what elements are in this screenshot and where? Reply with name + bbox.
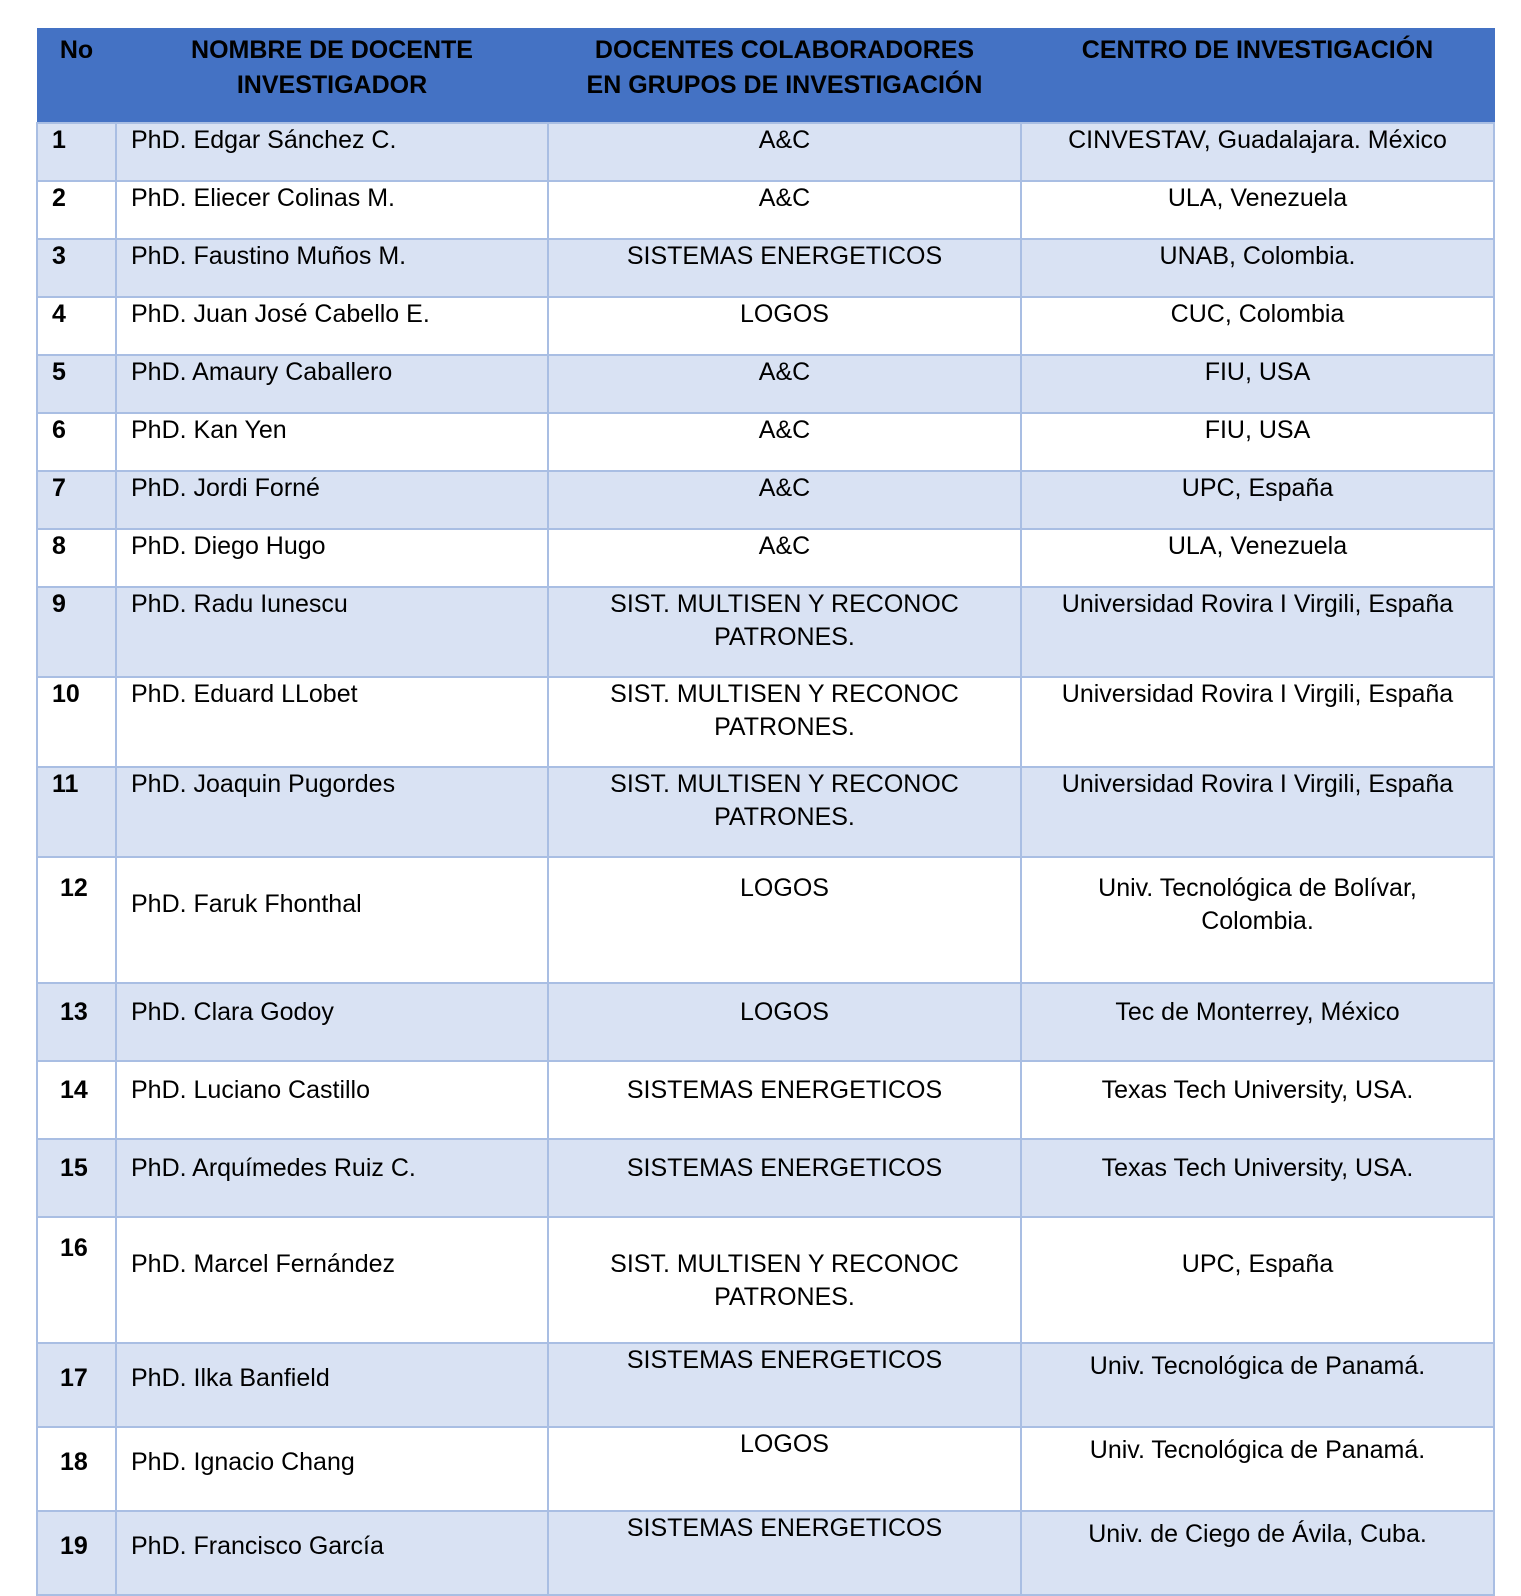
researcher-name (116, 355, 548, 413)
researcher-name (116, 1343, 548, 1427)
researcher-name-text: PhD. Diego Hugo (131, 532, 326, 560)
table-row (37, 413, 1494, 471)
row-number-text: 6 (52, 416, 66, 444)
research-group (548, 471, 1021, 529)
research-center-text: Univ. Tecnológica de Panamá. (1089, 1352, 1426, 1380)
row-number (37, 767, 116, 857)
research-group-text: SISTEMAS ENERGETICOS (626, 1346, 943, 1374)
research-center-text: UPC, España (1181, 1250, 1334, 1278)
researcher-name (116, 1139, 548, 1217)
table-row (37, 1217, 1494, 1343)
research-group-text: SIST. MULTISEN Y RECONOC (610, 1250, 959, 1278)
research-group-text: LOGOS (740, 1430, 829, 1458)
research-center-text: Univ. Tecnológica de Bolívar, (1098, 874, 1417, 902)
researcher-name-text: PhD. Juan José Cabello E. (131, 300, 430, 328)
research-center-text: UNAB, Colombia. (1159, 242, 1356, 270)
row-number-text: 3 (52, 242, 66, 270)
research-center-text: ULA, Venezuela (1167, 532, 1348, 560)
research-center (1021, 529, 1494, 587)
researcher-name (116, 471, 548, 529)
research-group-text: SIST. MULTISEN Y RECONOC (610, 590, 959, 618)
row-number (37, 1139, 116, 1217)
table-row (37, 529, 1494, 587)
row-number-text: 4 (52, 300, 66, 328)
row-number (37, 1217, 116, 1343)
row-number-text: 13 (60, 998, 88, 1026)
researcher-name-text: PhD. Arquímedes Ruiz C. (131, 1154, 416, 1182)
researcher-name-text: PhD. Eduard LLobet (131, 680, 358, 708)
researcher-name (116, 297, 548, 355)
research-center-text: CINVESTAV, Guadalajara. México (1068, 126, 1447, 154)
research-center (1021, 983, 1494, 1061)
row-number (37, 181, 116, 239)
row-number-text: 7 (52, 474, 66, 502)
researcher-name-text: PhD. Luciano Castillo (131, 1076, 371, 1104)
research-center-text: Universidad Rovira I Virgili, España (1061, 590, 1454, 618)
research-group (548, 587, 1021, 677)
table-row (37, 677, 1494, 767)
header-name-line1: NOMBRE DE DOCENTE (191, 36, 473, 64)
research-group-text: A&C (758, 358, 811, 386)
researcher-name (116, 1217, 548, 1343)
table-row (37, 857, 1494, 983)
research-group-text: A&C (758, 184, 811, 212)
researcher-name-text: PhD. Joaquin Pugordes (131, 770, 396, 798)
research-center-text: UPC, España (1181, 474, 1334, 502)
research-group-text: PATRONES. (714, 623, 855, 651)
researchers-table (36, 28, 1495, 1596)
table-row (37, 983, 1494, 1061)
research-center (1021, 123, 1494, 181)
research-group (548, 983, 1021, 1061)
research-center (1021, 1217, 1494, 1343)
row-number-text: 16 (60, 1234, 88, 1262)
researcher-name-text: PhD. Edgar Sánchez C. (131, 126, 397, 154)
row-number (37, 587, 116, 677)
table-row (37, 1139, 1494, 1217)
row-number (37, 983, 116, 1061)
researcher-name-text: PhD. Ignacio Chang (131, 1448, 355, 1476)
researcher-name (116, 1511, 548, 1595)
research-group-text: SISTEMAS ENERGETICOS (626, 1154, 943, 1182)
researcher-name-text: PhD. Eliecer Colinas M. (131, 184, 395, 212)
row-number (37, 239, 116, 297)
research-center (1021, 181, 1494, 239)
research-center-text: Universidad Rovira I Virgili, España (1061, 680, 1454, 708)
researcher-name (116, 239, 548, 297)
researcher-name-text: PhD. Clara Godoy (131, 998, 334, 1026)
table-row (37, 1511, 1494, 1595)
research-center-text: Univ. de Ciego de Ávila, Cuba. (1088, 1520, 1427, 1548)
row-number-text: 18 (60, 1448, 88, 1476)
researcher-name (116, 857, 548, 983)
research-group (548, 1343, 1021, 1427)
researcher-name-text: PhD. Kan Yen (131, 416, 287, 444)
row-number-text: 15 (60, 1154, 88, 1182)
researcher-name-text: PhD. Jordi Forné (131, 474, 320, 502)
row-number (37, 529, 116, 587)
research-group-text: PATRONES. (714, 803, 855, 831)
researcher-name-text: PhD. Faustino Muños M. (131, 242, 407, 270)
research-group (548, 123, 1021, 181)
research-group (548, 857, 1021, 983)
research-group (548, 1427, 1021, 1511)
row-number (37, 857, 116, 983)
header-group-line2: EN GRUPOS DE INVESTIGACIÓN (586, 71, 983, 99)
researcher-name (116, 587, 548, 677)
research-group (548, 677, 1021, 767)
researcher-name (116, 983, 548, 1061)
row-number (37, 355, 116, 413)
research-group (548, 413, 1021, 471)
research-group (548, 1511, 1021, 1595)
research-group (548, 297, 1021, 355)
row-number-text: 10 (52, 680, 80, 708)
research-group (548, 767, 1021, 857)
research-center (1021, 297, 1494, 355)
research-center-text: Texas Tech University, USA. (1101, 1154, 1414, 1182)
table-row (37, 297, 1494, 355)
header-group-line1: DOCENTES COLABORADORES (594, 36, 975, 64)
research-center-text: Tec de Monterrey, México (1115, 998, 1400, 1026)
research-center-text: FIU, USA (1204, 416, 1311, 444)
research-group (548, 1217, 1021, 1343)
research-group-text: LOGOS (740, 300, 829, 328)
row-number-text: 11 (52, 770, 79, 798)
research-center (1021, 1343, 1494, 1427)
header-name (116, 29, 548, 124)
row-number (37, 1427, 116, 1511)
row-number (37, 1511, 116, 1595)
header-no: No (37, 29, 116, 124)
research-group-text: SISTEMAS ENERGETICOS (626, 1076, 943, 1104)
row-number (37, 471, 116, 529)
research-group (548, 181, 1021, 239)
research-center (1021, 857, 1494, 983)
research-group-text: PATRONES. (714, 1283, 855, 1311)
table-row (37, 1427, 1494, 1511)
row-number-text: 1 (52, 126, 66, 154)
researcher-name-text: PhD. Faruk Fhonthal (131, 890, 362, 918)
research-center-text: Univ. Tecnológica de Panamá. (1089, 1436, 1426, 1464)
header-group (548, 29, 1021, 124)
research-group (548, 355, 1021, 413)
research-group-text: PATRONES. (714, 713, 855, 741)
research-center (1021, 1139, 1494, 1217)
row-number-text: 19 (60, 1532, 88, 1560)
research-group (548, 529, 1021, 587)
research-group-text: SISTEMAS ENERGETICOS (626, 242, 943, 270)
researcher-name-text: PhD. Francisco García (131, 1532, 384, 1560)
researcher-name (116, 529, 548, 587)
row-number-text: 2 (52, 184, 66, 212)
research-center-text: FIU, USA (1204, 358, 1311, 386)
row-number-text: 14 (60, 1076, 88, 1104)
research-center (1021, 1427, 1494, 1511)
row-number (37, 1061, 116, 1139)
row-number-text: 17 (60, 1364, 88, 1392)
table-row (37, 471, 1494, 529)
research-center-text: Colombia. (1201, 907, 1314, 935)
research-center-text: Texas Tech University, USA. (1101, 1076, 1414, 1104)
researcher-name-text: PhD. Marcel Fernández (131, 1250, 396, 1278)
research-center (1021, 355, 1494, 413)
table-row (37, 239, 1494, 297)
research-center (1021, 1061, 1494, 1139)
table-row (37, 587, 1494, 677)
researcher-name (116, 123, 548, 181)
row-number-text: 5 (52, 358, 66, 386)
research-group-text: SIST. MULTISEN Y RECONOC (610, 680, 959, 708)
research-center-text: ULA, Venezuela (1167, 184, 1348, 212)
researcher-name (116, 767, 548, 857)
research-group (548, 1139, 1021, 1217)
row-number (37, 123, 116, 181)
research-center (1021, 471, 1494, 529)
research-center (1021, 677, 1494, 767)
header-row (37, 29, 1494, 124)
research-group-text: A&C (758, 474, 811, 502)
research-group-text: SIST. MULTISEN Y RECONOC (610, 770, 959, 798)
research-center (1021, 587, 1494, 677)
row-number-text: 9 (52, 590, 66, 618)
researcher-name-text: PhD. Ilka Banfield (131, 1364, 330, 1392)
table-row (37, 1061, 1494, 1139)
header-name-line2: INVESTIGADOR (236, 71, 428, 99)
research-center (1021, 767, 1494, 857)
research-center-text: CUC, Colombia (1170, 300, 1345, 328)
research-group-text: A&C (758, 126, 811, 154)
research-center-text: Universidad Rovira I Virgili, España (1061, 770, 1454, 798)
research-group (548, 1061, 1021, 1139)
row-number (37, 677, 116, 767)
researcher-name (116, 1427, 548, 1511)
row-number-text: 12 (60, 874, 88, 902)
research-group-text: LOGOS (740, 998, 829, 1026)
research-group-text: LOGOS (740, 874, 829, 902)
research-group-text: A&C (758, 532, 811, 560)
researcher-name-text: PhD. Radu Iunescu (131, 590, 348, 618)
table-row (37, 1343, 1494, 1427)
researcher-name (116, 181, 548, 239)
table-row (37, 767, 1494, 857)
row-number-text: 8 (52, 532, 66, 560)
research-center (1021, 239, 1494, 297)
row-number (37, 1343, 116, 1427)
header-center: CENTRO DE INVESTIGACIÓN (1021, 29, 1494, 124)
table-row (37, 355, 1494, 413)
table-row (37, 181, 1494, 239)
research-center (1021, 1511, 1494, 1595)
researcher-name-text: PhD. Amaury Caballero (131, 358, 393, 386)
row-number (37, 297, 116, 355)
table-row (37, 123, 1494, 181)
researcher-name (116, 677, 548, 767)
research-group-text: SISTEMAS ENERGETICOS (626, 1514, 943, 1542)
research-group-text: A&C (758, 416, 811, 444)
research-center (1021, 413, 1494, 471)
researcher-name (116, 413, 548, 471)
research-group (548, 239, 1021, 297)
researcher-name (116, 1061, 548, 1139)
row-number (37, 413, 116, 471)
